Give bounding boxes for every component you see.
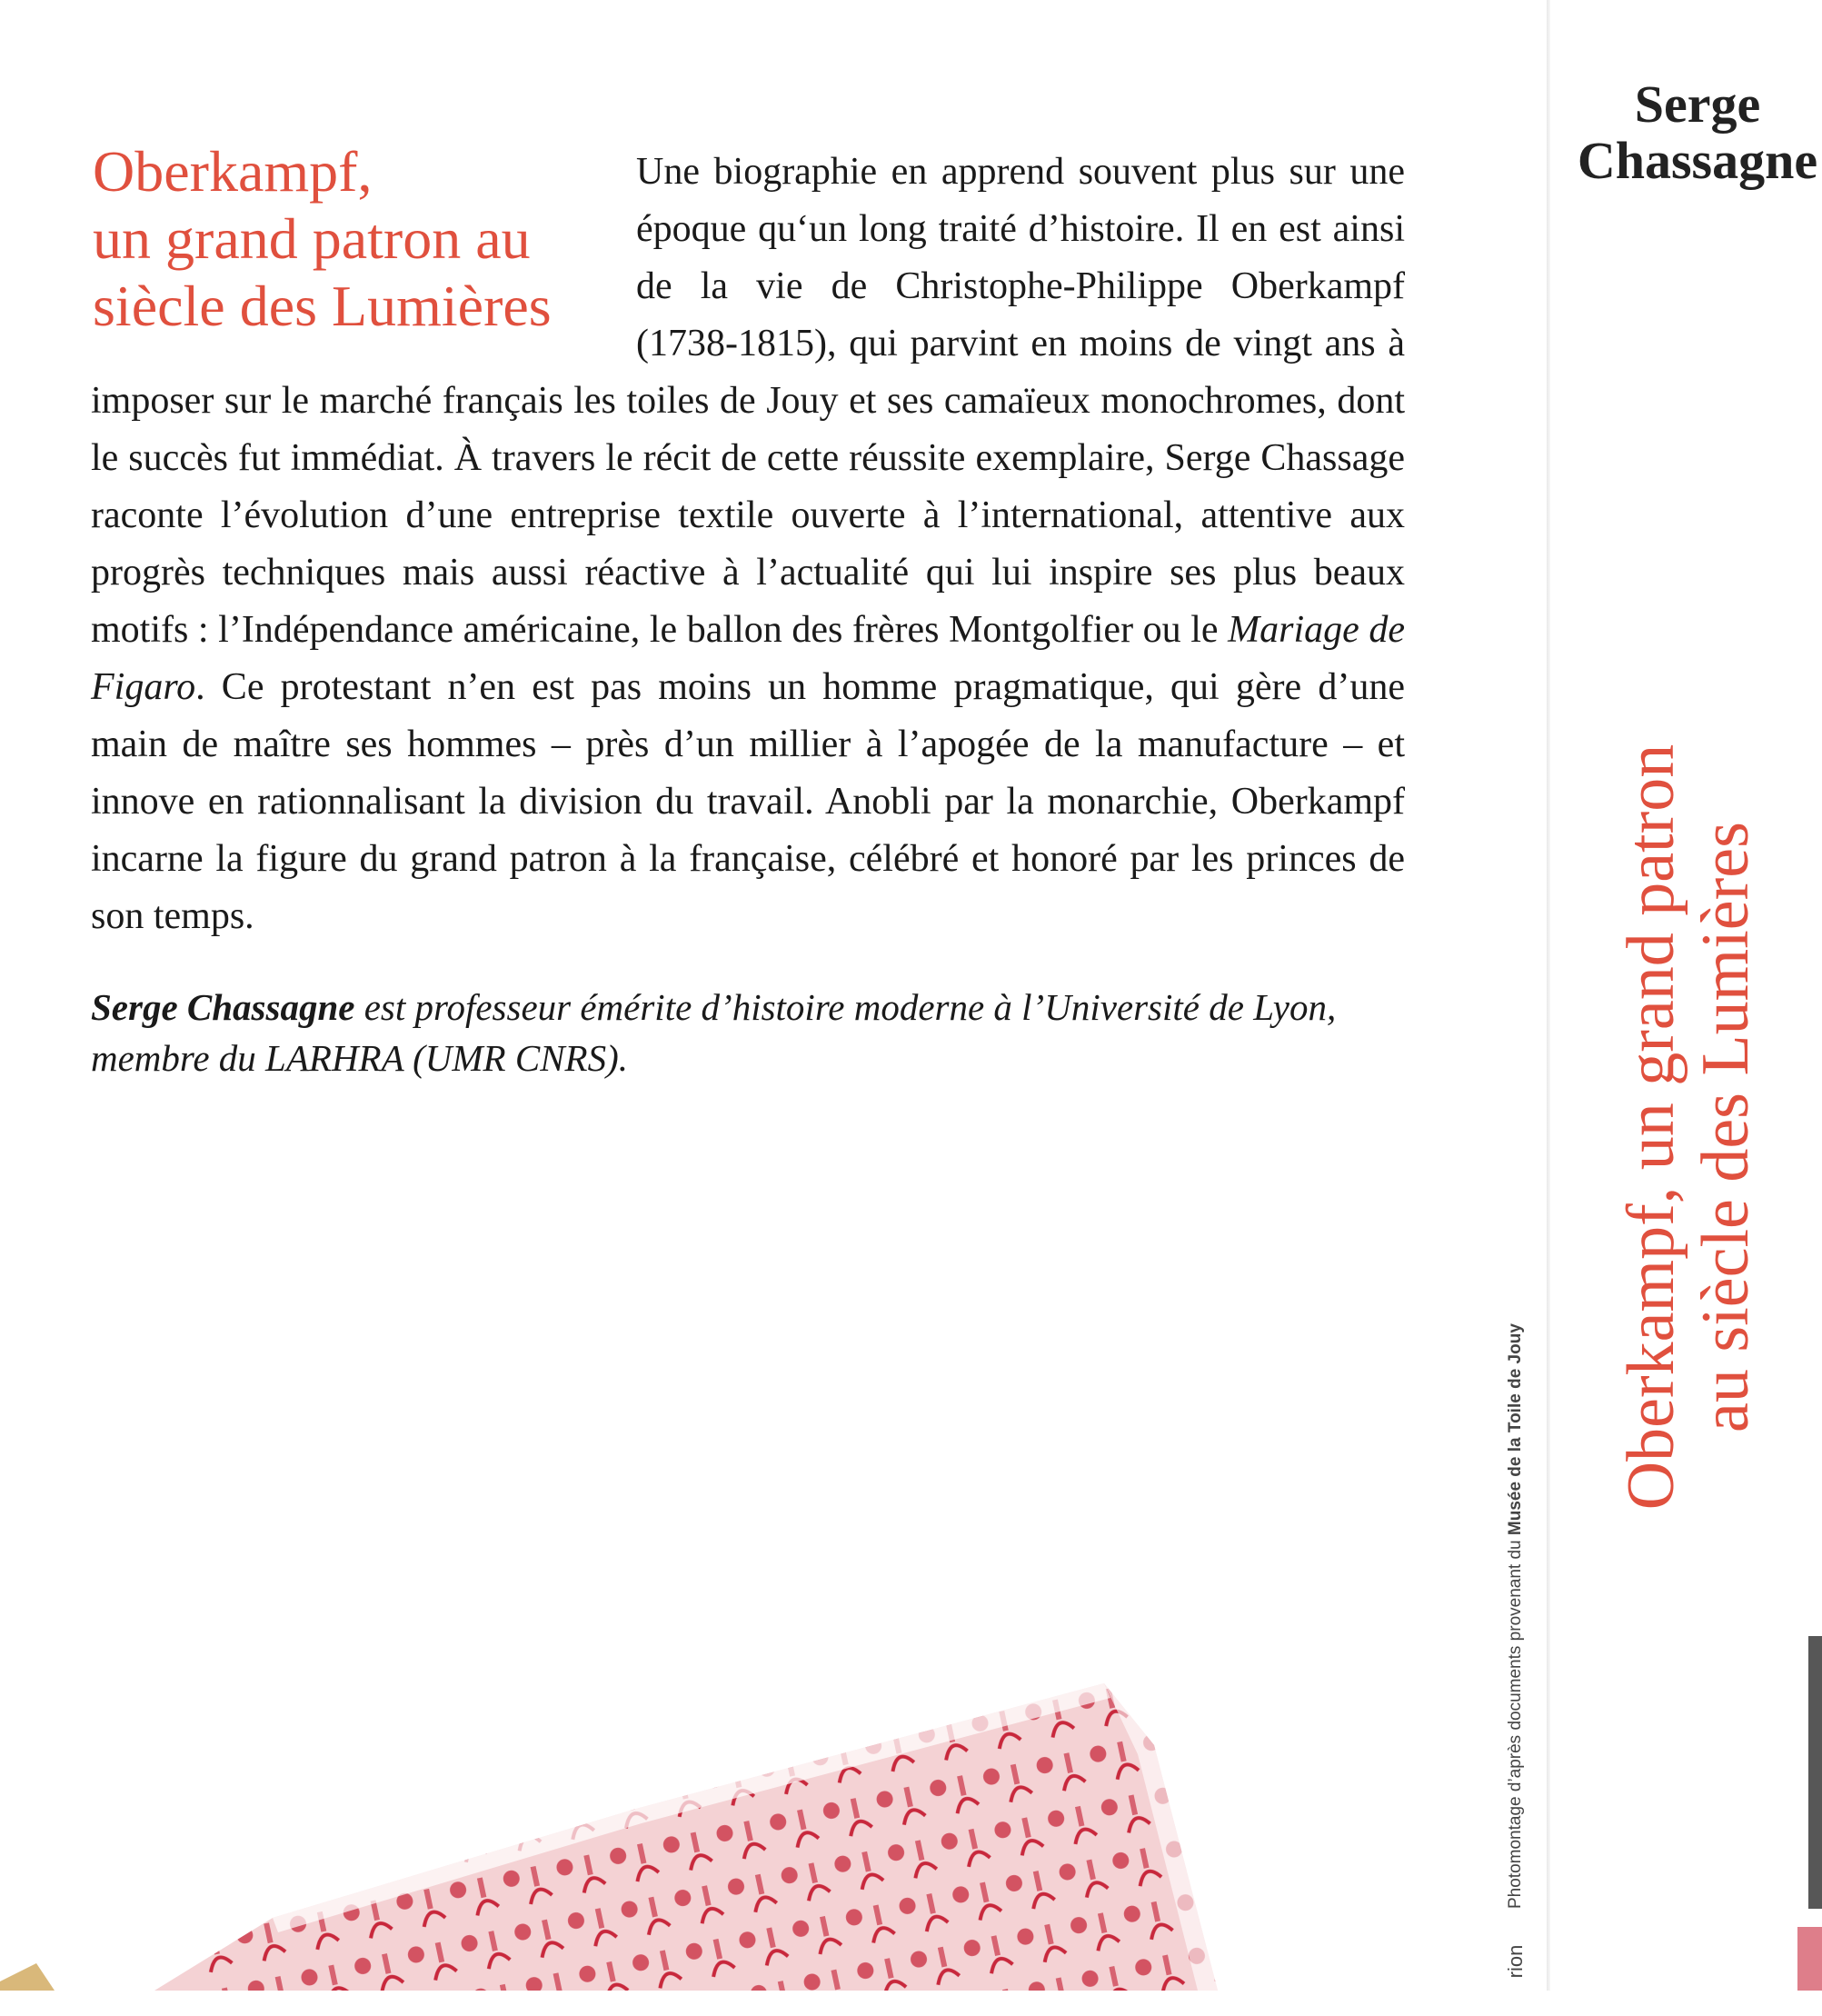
blurb-part-1: Une biographie en apprend souvent plus sur une époque qu‘un long traité d’histoire. Il en est ainsi de la vie de Christophe-Philippe Oberkampf (1738-1815), qui parvint en moins de vingt ans à imposer sur le marché français les toiles de Jouy et ses camaïeux monochromes, dont le succès fut immédiat. À travers le récit de cette réussite exemplaire, Serge Chassage raconte l’évolution d’une entreprise textile ouverte à l’international, attentive aux progrès techniques mais aussi réactive à l’actualité qui lui inspire ses plus beaux motifs : l’Indépendance américaine, le ballon des frères Montgolfier ou le <box>91 151 1405 651</box>
author-bio <box>91 982 1409 1083</box>
title-line-3: siècle des Lumières <box>93 274 552 338</box>
spine-author-line-2: Chassagne <box>1577 131 1818 190</box>
author-bio-text: est professeur émérite d’histoire moderne à l’Université de Lyon, membre du LARHRA (UMR CNRS). <box>91 986 1337 1079</box>
spine-title-line-2: au siècle des Lumières <box>1688 822 1763 1432</box>
photo-credit-prefix: Photomontage d’après documents provenant du <box>1506 1535 1525 1909</box>
publisher-fragment: rion <box>1504 1944 1527 1979</box>
toile-de-jouy-image <box>0 1636 1309 1991</box>
blurb-italic-work: Mariage de Figaro <box>91 609 1405 708</box>
author-bio-name: Serge Chassagne <box>91 986 355 1028</box>
photo-credit <box>1506 1323 1526 1909</box>
spine-author <box>1561 76 1822 189</box>
front-cover-edge-image <box>1788 1636 1822 1991</box>
spine-author-line-1: Serge <box>1634 75 1761 134</box>
book-blurb <box>91 144 1405 945</box>
spine-title <box>1614 695 1763 1559</box>
title-line-2: un grand patron au <box>93 206 531 271</box>
title-line-1: Oberkampf, <box>93 139 373 204</box>
spine-title-line-1: Oberkampf, un grand patron <box>1614 744 1688 1511</box>
blurb-part-2: . Ce protestant n’en est pas moins un homme pragmatique, qui gère d’une main de maître ses hommes – près d’un millier à l’apogée de la manufacture – et innove en rationnalisant la division du travail. Anobli par la monarchie, Oberkampf incarne la figure du grand patron à la française, célébré et honoré par les princes de son temps. <box>91 666 1405 937</box>
photo-credit-museum: Musée de la Toile de Jouy <box>1506 1323 1525 1536</box>
